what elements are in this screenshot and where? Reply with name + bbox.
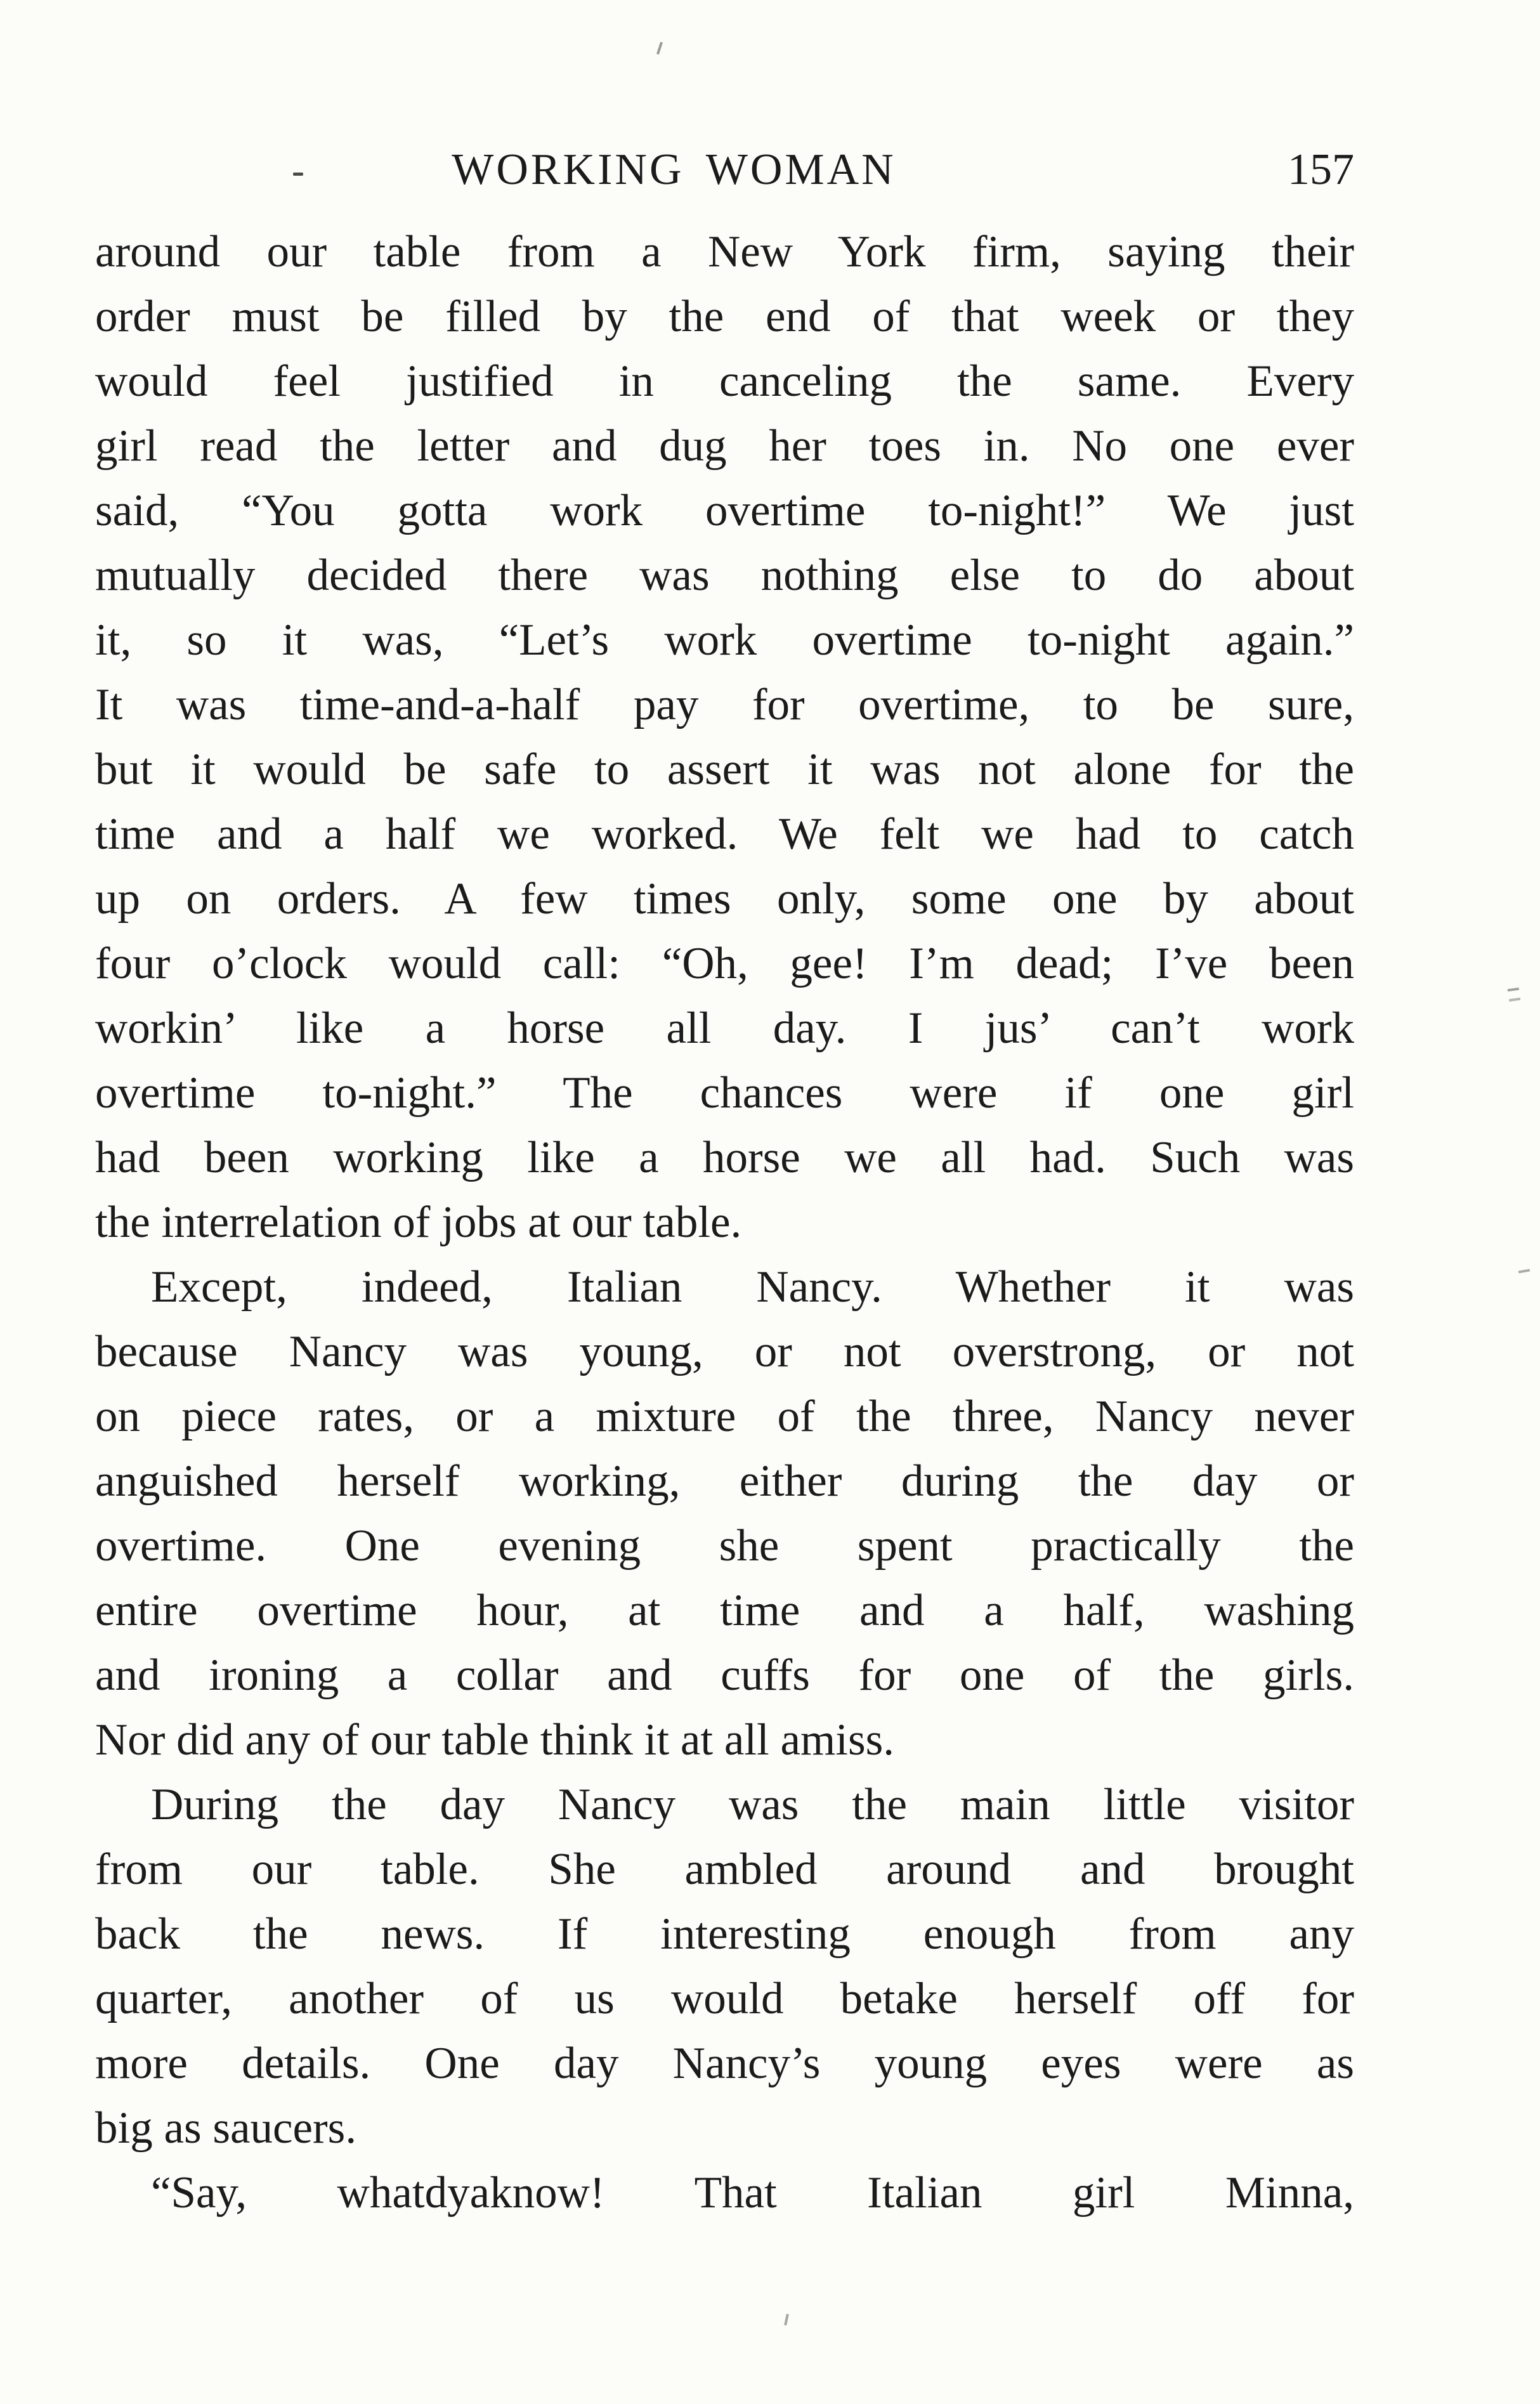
text-line: more details. One day Nancy’s young eyes were as [95, 2039, 1354, 2088]
scan-artifact-right-speck [1508, 988, 1521, 1002]
text-line: around our table from a New York firm, saying their [95, 227, 1354, 277]
text-line: had been working like a horse we all had. Such was [95, 1133, 1354, 1182]
text-line: overtime. One evening she spent practically the [95, 1521, 1354, 1571]
text-line: up on orders. A few times only, some one by about [95, 874, 1354, 924]
text-line: it, so it was, “Let’s work overtime to-night again.” [95, 615, 1354, 665]
text-line: overtime to-night.” The chances were if one girl [95, 1068, 1354, 1118]
page-header [95, 145, 1354, 195]
text-line: from our table. She ambled around and brought [95, 1845, 1354, 1894]
text-line: girl read the letter and dug her toes in. No one ever [95, 421, 1354, 471]
scan-artifact-header-dash [293, 173, 303, 176]
text-line: time and a half we worked. We felt we had to catch [95, 809, 1354, 859]
text-line: big as saucers. [95, 2103, 357, 2153]
text-line: order must be filled by the end of that week or they [95, 292, 1354, 341]
text-line: the interrelation of jobs at our table. [95, 1198, 742, 1247]
paragraph [95, 219, 1354, 1255]
text-line: because Nancy was young, or not overstrong, or not [95, 1327, 1354, 1376]
text-line: Except, indeed, Italian Nancy. Whether it was [151, 1262, 1354, 1312]
scan-artifact-bottom-speck [784, 2314, 789, 2325]
text-line: Nor did any of our table think it at all amiss. [95, 1715, 895, 1765]
page-body [95, 219, 1354, 2225]
paragraph [95, 1255, 1354, 1772]
page-number: 157 [1288, 145, 1354, 194]
text-line: anguished herself working, either during the day or [95, 1456, 1354, 1506]
text-line: on piece rates, or a mixture of the three, Nancy never [95, 1392, 1354, 1441]
text-line: mutually decided there was nothing else to do about [95, 551, 1354, 600]
text-line: entire overtime hour, at time and a half, washing [95, 1586, 1354, 1635]
text-line: would feel justified in canceling the same. Every [95, 356, 1354, 406]
scan-artifact-top-speck [656, 42, 663, 55]
text-line: During the day Nancy was the main little visitor [151, 1780, 1354, 1829]
scan-artifact-right-dash [1518, 1269, 1530, 1273]
text-line: It was time-and-a-half pay for overtime, to be sure, [95, 680, 1354, 729]
text-line: workin’ like a horse all day. I jus’ can’t work [95, 1003, 1354, 1053]
text-line: four o’clock would call: “Oh, gee! I’m dead; I’ve been [95, 939, 1354, 988]
text-line: “Say, whatdyaknow! That Italian girl Minna, [151, 2168, 1354, 2218]
text-line: and ironing a collar and cuffs for one of the girls. [95, 1650, 1354, 1700]
running-head-title: WORKING WOMAN [452, 145, 896, 194]
text-line: but it would be safe to assert it was not alone for the [95, 745, 1354, 794]
text-line: said, “You gotta work overtime to-night!” We just [95, 486, 1354, 535]
paragraph [95, 2160, 1354, 2225]
text-line: quarter, another of us would betake herself off for [95, 1974, 1354, 2023]
paragraph [95, 1772, 1354, 2160]
text-line: back the news. If interesting enough from any [95, 1909, 1354, 1959]
